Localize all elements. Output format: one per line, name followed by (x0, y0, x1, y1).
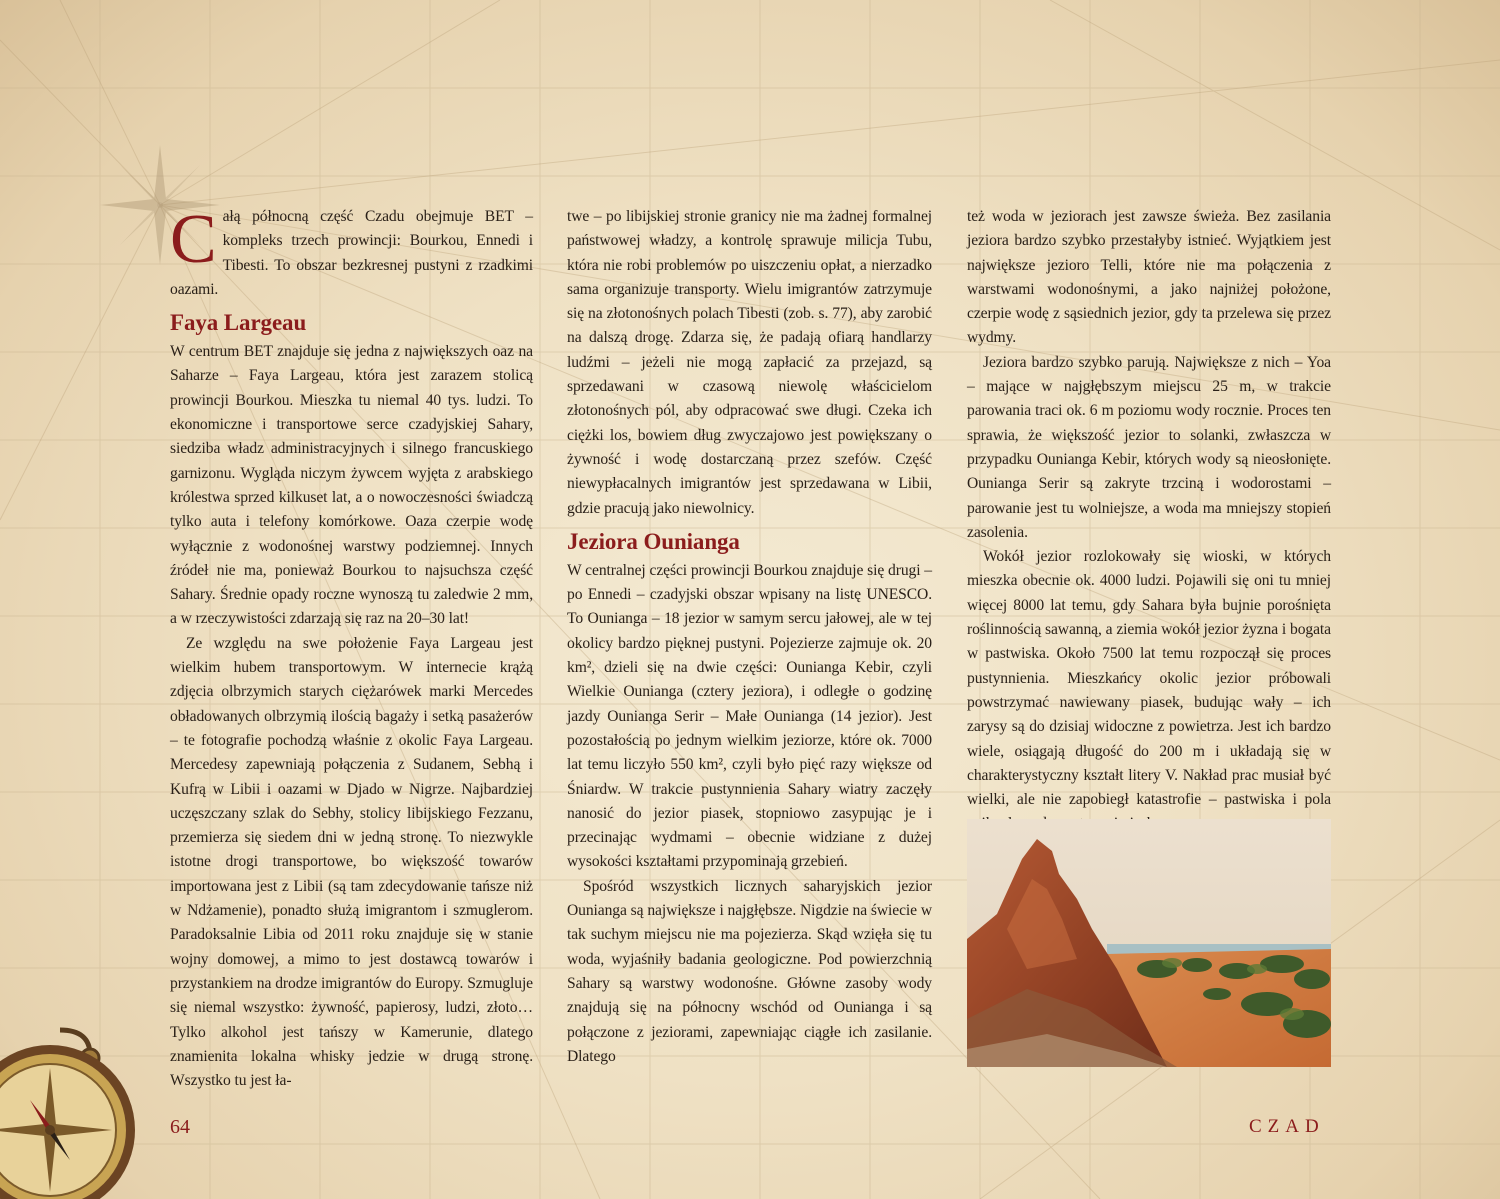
text-column-1 (170, 201, 533, 1093)
page-number: 64 (170, 1116, 190, 1138)
paragraph: twe – po libijskiej stronie granicy nie ma żadnej formalnej państwowej władzy, a kontrolę sprawuje milicja Tubu, która nie robi problemów po uiszczeniu opłat, a nierzadko sama organizuje transporty. Wielu imigrantów zatrzymuje się na złotonośnych polach Tibesti (zob. s. 77), aby zarobić na dalszą drogę. Zdarza się, że padają ofiarą handlarzy ludźmi – jeżeli nie mogą zapłacić za przejazd, są sprzedawani w czasową niewolę właścicielom złotonośnych pól, aby odpracować swe długi. Czeka ich ciężki los, bowiem dług zwyczajowo jest powiększany o żywność i wodę dostarczaną przez szefów. Część niewypłacalnych imigrantów jest sprzedawana w Libii, gdzie pracują jako niewolnicy. (567, 208, 932, 517)
photo-ounianga-landscape (967, 819, 1331, 1067)
paragraph: Ze względu na swe położenie Faya Largeau jest wielkim hubem transportowym. W internecie krążą zdjęcia olbrzymich starych ciężarówek marki Mercedes obładowanych olbrzymią ilością bagaży i setką pasażerów – te fotografie pochodzą właśnie z okolic Faya Largeau. Mercedesy zapewniają połączenia z Sudanem, Sebhą i Kufrą w Libii i oazami w Djado w Nigrze. Najbardziej uczęszczany szlak do Sebhy, stolicy libijskiego Fezzanu, przemierza się siedem dni w jedną stronę. To niezwykle istotne drogi transportowe, bo większość towarów importowana jest z Libii (są tam zdecydowanie tańsze niż w Ndżamenie), ponadto służą imigrantom i szmuglerom. Paradoksalnie Libia od 2011 roku znajduje się w stanie wojny domowej, a mimo to jest dostawcą towarów i przystankiem na drodze imigrantów do Europy. Szmugluje się niemal wszystko: żywność, papierosy, ludzi, złoto… Tylko alkohol jest tańszy w Kamerunie, dlatego znamienita lokalna whisky jedzie w drugą stronę. Wszystko tu jest ła- (170, 634, 533, 1090)
intro-paragraph (170, 201, 533, 302)
intro-text: ałą północną część Czadu obejmuje BET – kompleks trzech prowincji: Bourkou, Ennedi i Tibesti. To obszar bezkresnej pustyni z rzadkimi oazami. (170, 208, 533, 298)
paragraph: Spośród wszystkich licznych saharyjskich jezior Ounianga są największe i najgłębsze. Nigdzie na świecie w tak suchym miejscu nie ma pojezierza. Skąd wzięła się tu woda, wyjaśniły badania geologiczne. Pod powierzchnią Sahary są warstwy wodonośne. Główne zasoby wody znajdują się na północny wschód od Ounianga i są połączone z jeziorami, zapewniając ciągłe ich zasilanie. Dlatego (567, 877, 932, 1065)
running-footer-section: CZAD (1249, 1116, 1325, 1137)
paragraph: Jeziora bardzo szybko parują. Największe z nich – Yoa – mające w najgłębszym miejscu 25 m, w trakcie parowania traci ok. 6 m poziomu wody rocznie. Proces ten sprawia, że większość jezior to solanki, zwłaszcza w przypadku Ounianga Kebir, których wody są nieosłonięte. Ounianga Serir są zakryte trzciną i wodorostami – parowanie jest tu wolniejsze, a woda ma mniejszy stopień zasolenia. (967, 353, 1331, 541)
drop-cap: C (170, 201, 217, 278)
heading-jeziora-ounianga: Jeziora Ounianga (567, 528, 740, 554)
paragraph: W centralnej części prowincji Bourkou znajduje się drugi – po Ennedi – czadyjski obszar wpisany na listę UNESCO. To Ounianga – 18 jezior w samym sercu jałowej, ale w tej okolicy bardzo pięknej pustyni. Pojezierze zajmuje ok. 20 km², dzieli się na dwie części: Ounianga Kebir, czyli Wielkie Ounianga (cztery jeziora), i odległe o godzinę jazdy Ounianga Serir – Małe Ounianga (14 jezior). Jest pozostałością po jednym wielkim jeziorze, które ok. 7000 lat temu liczyło 550 km², czyli było pięć razy większe od Śniardw. W trakcie pustynnienia Sahary wiatry zaczęły nanosić do jezior piasek, stopniowo zasypując je i przecinając wydmami – obecnie widziane z dużej wysokości kształtami przypominają grzebień. (567, 561, 932, 871)
heading-faya-largeau: Faya Largeau (170, 310, 307, 336)
paragraph: W centrum BET znajduje się jedna z największych oaz na Saharze – Faya Largeau, która jest zarazem stolicą prowincji Bourkou. Mieszka tu niemal 40 tys. ludzi. To ekonomiczne i transportowe serce czadyjskiej Sahary, siedziba władz administracyjnych i silnego francuskiego garnizonu. Wygląda niczym żywcem wyjęta z arabskiego królestwa sprzed kilkuset lat, a o nowoczesności świadczą tylko auta i telefony komórkowe. Oaza czerpie wodę wyłącznie z wodonośnej warstwy podziemnej. Innych źródeł nie ma, ponieważ Bourkou to najsuchsza część Sahary. Średnie opady roczne wynoszą tu zaledwie 2 mm, a w rzeczywistości zdarzają się raz na 20–30 lat! (170, 343, 533, 628)
paragraph: też woda w jeziorach jest zawsze świeża. Bez zasilania jeziora bardzo szybko przestałyby istnieć. Wyjątkiem jest największe jezioro Telli, które nie ma połączenia z warstwami wodonośnymi, a jako najniżej położone, czerpie wodę z sąsiednich jezior, gdy ta przelewa się przez wydmy. (967, 208, 1331, 347)
paragraph: Wokół jezior rozlokowały się wioski, w których mieszka obecnie ok. 4000 ludzi. Pojawili się oni tu mniej więcej 8000 lat temu, gdy Sahara była bujnie porośnięta roślinnością sawanną, a ziemia wokół jezior żyzna i bogata w pastwiska. Około 7500 lat temu rozpoczął się proces pustynnienia. Mieszkańcy okolic jezior próbowali powstrzymać nawiewany piasek, budując wały – ich zarysy są do dzisiaj widoczne z powietrza. Jest ich bardzo wiele, osiągają długość do 200 m i układają się w charakterystyczny kształt litery V. Nakład prac musiał być wielki, ale nie zapobiegł katastrofie – pastwiska i pola (967, 548, 1331, 809)
text-column-3 (967, 205, 1331, 837)
compass-icon (0, 1020, 140, 1199)
text-column-2 (567, 205, 932, 1069)
